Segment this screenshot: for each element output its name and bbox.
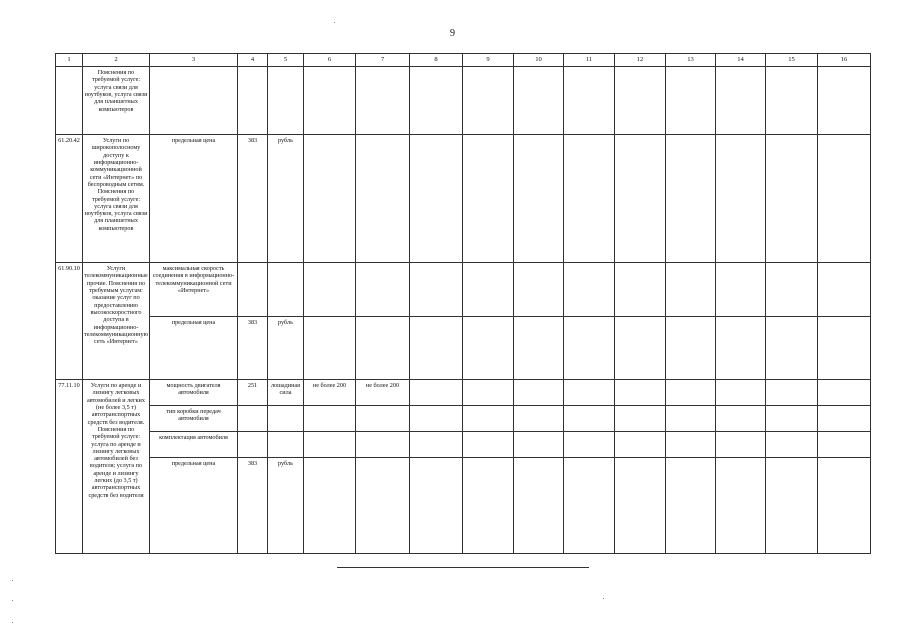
service-name-cell: Пояснения по требуемой услуге: услуга связи для ноутбуков, услуга связи для планшетных компьютеров	[83, 67, 150, 135]
characteristic-cell: максимальная скорость соединения в информационно-телекоммуникационной сети «Интернет»	[150, 263, 238, 317]
table-row	[56, 432, 871, 458]
characteristic-cell: комплектация автомобиля	[150, 432, 238, 458]
value-cell: не более 200	[304, 380, 356, 406]
okei-code-cell	[238, 432, 268, 458]
table-row	[56, 380, 871, 406]
unit-cell: лошадиная сила	[268, 380, 304, 406]
table-row	[56, 263, 871, 317]
column-header: 5	[268, 54, 304, 67]
characteristic-cell: предельная цена	[150, 135, 238, 263]
value-cell	[304, 406, 356, 432]
characteristic-cell: мощность двигателя автомобиля	[150, 380, 238, 406]
page-number: 9	[450, 28, 455, 39]
scan-speck	[334, 22, 335, 23]
column-header: 15	[766, 54, 818, 67]
column-number-row	[56, 54, 871, 67]
column-header: 8	[410, 54, 463, 67]
value-cell	[356, 458, 410, 554]
column-header: 13	[666, 54, 716, 67]
column-header: 16	[818, 54, 871, 67]
column-header: 9	[463, 54, 514, 67]
column-header: 7	[356, 54, 410, 67]
column-header: 12	[615, 54, 666, 67]
value-cell	[304, 432, 356, 458]
unit-cell	[268, 406, 304, 432]
scan-speck	[12, 580, 13, 581]
okei-code-cell: 383	[238, 458, 268, 554]
okpd-code-cell: 61.90.10	[56, 263, 83, 380]
column-header: 11	[564, 54, 615, 67]
service-name-cell: Услуги телекоммуникационные прочие. Пояснения по требуемым услугам: оказание услуг по предоставлению высокоскоростного доступа в информационно-телекоммуникационную сеть «Интернет»	[83, 263, 150, 380]
table-row	[56, 135, 871, 263]
okei-code-cell: 383	[238, 135, 268, 263]
unit-cell	[268, 263, 304, 317]
unit-cell: рубль	[268, 135, 304, 263]
column-header: 14	[716, 54, 766, 67]
okei-code-cell: 383	[238, 317, 268, 380]
table-row	[56, 458, 871, 554]
okei-code-cell: 251	[238, 380, 268, 406]
characteristic-cell: предельная цена	[150, 317, 238, 380]
column-header: 2	[83, 54, 150, 67]
okpd-code-cell: 77.11.10	[56, 380, 83, 554]
value-cell	[304, 458, 356, 554]
unit-cell: рубль	[268, 458, 304, 554]
column-header: 3	[150, 54, 238, 67]
scan-speck	[12, 600, 13, 601]
value-cell	[356, 432, 410, 458]
service-name-cell: Услуги по широкополосному доступу к информационно-коммуникационной сети «Интернет» по беспроводным сетям. Пояснения по требуемой услуге: услуга связи для ноутбуков, услуга связи для планшетных компьютеров	[83, 135, 150, 263]
characteristic-cell: тип коробки передач автомобиля	[150, 406, 238, 432]
table-row	[56, 317, 871, 380]
okpd-code-cell	[56, 67, 83, 135]
value-cell: не более 200	[356, 380, 410, 406]
scan-speck	[12, 622, 13, 623]
okpd-code-cell: 61.20.42	[56, 135, 83, 263]
characteristic-cell: предельная цена	[150, 458, 238, 554]
column-header: 1	[56, 54, 83, 67]
column-header: 4	[238, 54, 268, 67]
requirements-table	[55, 53, 871, 554]
okei-code-cell	[238, 263, 268, 317]
table-row	[56, 67, 871, 135]
service-name-cell: Услуги по аренде и лизингу легковых автомобилей и легких (не более 3,5 т) автотранспортных средств без водителя. Пояснения по требуемой услуге: услуга по аренде и лизингу легковых автомобилей без водителя; услуга по аренде и лизингу легких (до 3,5 т) автотранспортных средств без водителя	[83, 380, 150, 554]
column-header: 6	[304, 54, 356, 67]
okei-code-cell	[238, 406, 268, 432]
value-cell	[356, 406, 410, 432]
unit-cell	[268, 432, 304, 458]
column-header: 10	[514, 54, 564, 67]
unit-cell: рубль	[268, 317, 304, 380]
table-row	[56, 406, 871, 432]
scan-speck	[603, 598, 604, 599]
bottom-separator-line	[337, 567, 589, 568]
